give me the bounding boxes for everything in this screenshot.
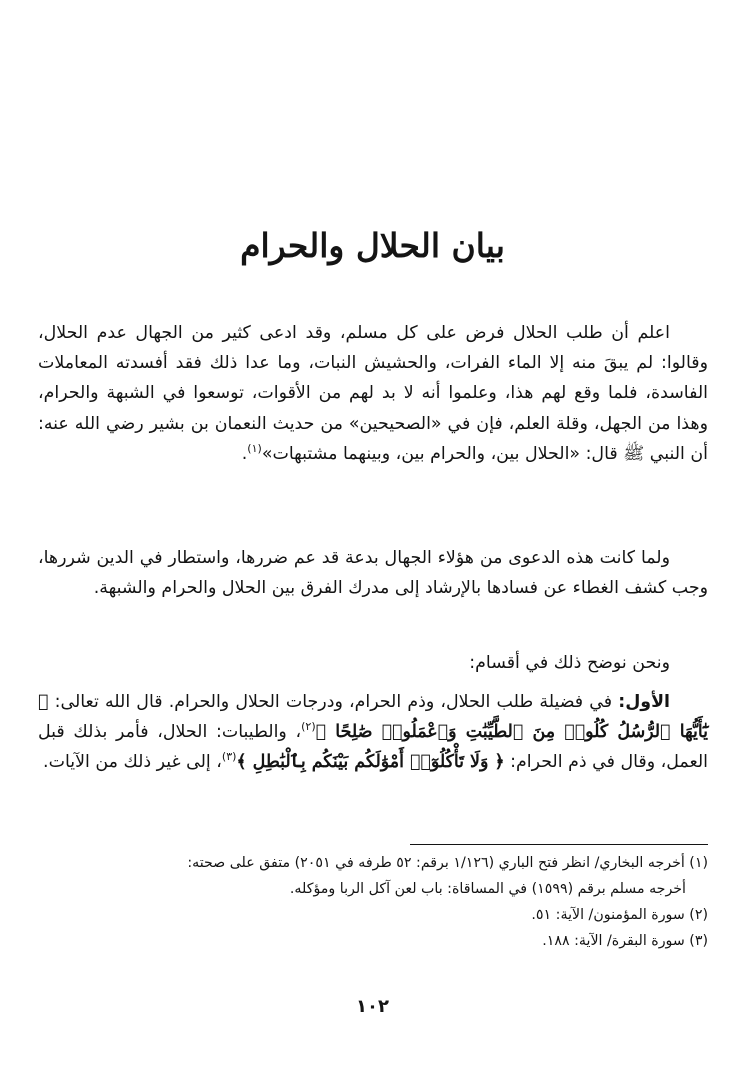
footnote-ref-2: (٢) — [301, 720, 316, 734]
paragraph-intro-end: . — [241, 443, 248, 464]
footnote-ref-3: (٣) — [221, 750, 237, 764]
section-text-part1: في فضيلة طلب الحلال، وذم الحرام، ودرجات الحلال والحرام. قال الله تعالى: — [48, 692, 619, 712]
paragraph-intro — [38, 318, 708, 469]
paragraph-sections-intro-text: ونحن نوضح ذلك في أقسام: — [469, 653, 670, 673]
paragraph-claim — [38, 543, 708, 603]
quran-verse-1: ﴿ يَٰٓأَيُّهَا ٱلرُّسُلُ كُلُوا۟ مِنَ ٱلطَّيِّبَٰتِ وَٱعْمَلُوا۟ صَٰلِحًا ﴾ — [38, 692, 708, 743]
footnote-1: (١) أخرجه البخاري/ انظر فتح الباري (١/١٢٦ برقم: ٥٢ طرفه في ٢٠٥١) متفق على صحته: — [187, 855, 708, 871]
footnote-2: (٢) سورة المؤمنون/ الآية: ٥١. — [531, 907, 708, 923]
footnotes — [33, 850, 708, 954]
paragraph-claim-text: ولما كانت هذه الدعوى من هؤلاء الجهال بدعة قد عم ضررها، واستطار في الدين شررها، وجب كشف الغطاء عن فسادها بالإرشاد إلى مدرك الفرق بين الحلال والحرام والشبهة. — [38, 548, 708, 599]
footnote-1-continuation: أخرجه مسلم برقم (١٥٩٩) في المساقاة: باب لعن آكل الربا ومؤكله. — [289, 881, 686, 897]
page-number: ١٠٢ — [356, 996, 389, 1017]
quran-verse-2: ﴿ وَلَا تَأْكُلُوٓا۟ أَمْوَٰلَكُم بَيْنَكُم بِٱلْبَٰطِلِ ﴾ — [236, 752, 505, 773]
footnote-separator — [410, 844, 708, 845]
footnote-3: (٣) سورة البقرة/ الآية: ١٨٨. — [542, 933, 708, 949]
chapter-title: بيان الحلال والحرام — [240, 226, 505, 265]
section-text-part2: ، والطيبات: الحلال، فأمر بذلك قبل العمل، وقال في ذم الحرام: — [38, 722, 708, 773]
section-lead-label: الأول: — [618, 692, 670, 712]
section-text-part3: ، إلى غير ذلك من الآيات. — [43, 752, 222, 773]
paragraph-first-section — [38, 687, 708, 778]
paragraph-sections-intro — [38, 648, 708, 678]
footnote-ref-1: (١) — [247, 442, 262, 456]
paragraph-intro-text: اعلم أن طلب الحلال فرض على كل مسلم، وقد ادعى كثير من الجهال عدم الحلال، وقالوا: لم يبقَ منه إلا الماء الفرات، والحشيش النبات، وما عدا ذلك فقد أفسدته المعاملات الفاسدة، فلما وقع لهم هذا، وعلموا أنه لا بد لهم من الأقوات، توسعوا في الشبهة والحرام، وهذا من الجهل، وقلة العلم، فإن في «الصحيحين» من حديث النعمان بن بشير رضي الله عنه: أن النبي ﷺ قال: «الحلال بين، والحرام بين، وبينهما مشتبهات» — [38, 323, 708, 464]
